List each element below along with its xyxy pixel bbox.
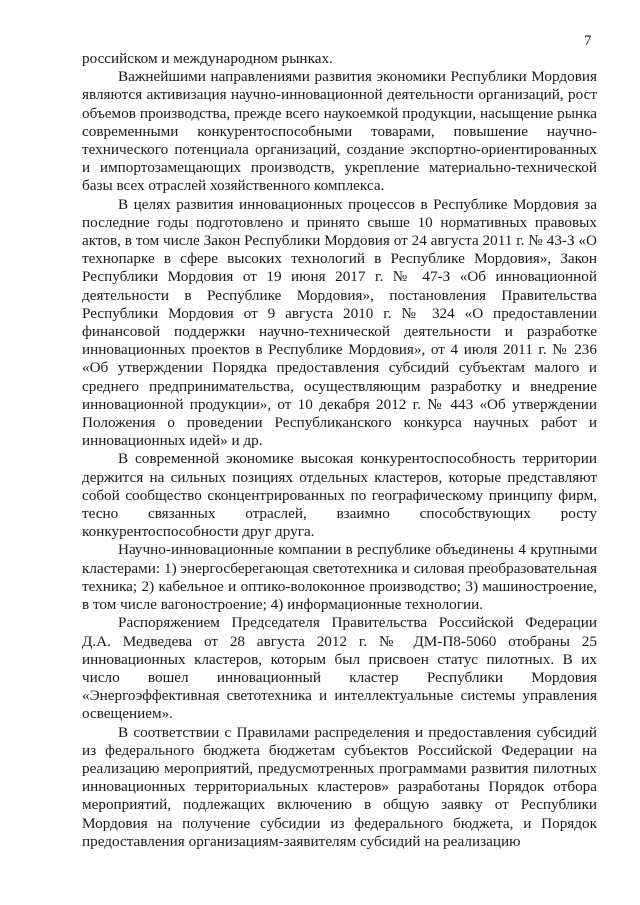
paragraph-four-clusters: Научно-инновационные компании в республике объединены 4 крупными кластерами: 1) энергосберегающая светотехника и силовая преобразовательная техника; 2) кабельное и оптико-волоконное производство; 3) машиностроение, в том числе вагоностроение; 4) информационные технологии. — [82, 541, 597, 614]
paragraph-economy-directions: Важнейшими направлениями развития экономики Республики Мордовия являются активизация научно-инновационной деятельности организаций, рост объемов производства, прежде всего наукоемкой продукции, насыщение рынка современными конкурентоспособными товарами, повышение научно-технического потенциала организаций, создание экспортно-ориентированных и импортозамещающих производств, укрепление материально-технической базы всех отраслей хозяйственного комплекса. — [82, 68, 597, 195]
page-number: 7 — [584, 33, 592, 49]
paragraph-legal-acts: В целях развития инновационных процессов в Республике Мордовия за последние годы подготовлено и принято свыше 10 нормативных правовых актов, в том числе Закон Республики Мордовия от 24 августа 2011 г. № 43-З «О технопарке в сфере высоких технологий в Республике Мордовия», Закон Республики Мордовия от 19 июня 2017 г. № 47-З «Об инновационной деятельности в Республике Мордовия», постановления Правительства Республики Мордовия от 9 августа 2010 г. № 324 «О предоставлении финансовой поддержки научно-технической деятельности и разработке инновационных проектов в Республике Мордовия», от 4 июля 2011 г. № 236 «Об утверждении Порядка предоставления субсидий субъектам малого и среднего предпринимательства, осуществляющим разработку и внедрение инновационной продукции», от 10 декабря 2012 г. № 443 «Об утверждении Положения о проведении Республиканского конкурса научных работ и инновационных идей» и др. — [82, 195, 597, 450]
paragraph-continuation: российском и международном рынках. — [82, 50, 333, 67]
document-body — [82, 50, 597, 851]
paragraph-clusters-competitiveness: В современной экономике высокая конкурентоспособность территории держится на сильных позициях отдельных кластеров, которые представляют собой сообщество сконцентрированных по географическому принципу фирм, тесно связанных отраслей, взаимно способствующих росту конкурентоспособности друг друга. — [82, 450, 597, 541]
paragraph-pilot-clusters: Распоряжением Председателя Правительства Российской Федерации Д.А. Медведева от 28 августа 2012 г. № ДМ-П8-5060 отобраны 25 инновационных кластеров, которым был присвоен статус пилотных. В их число вошел инновационный кластер Республики Мордовия «Энергоэффективная светотехника и интеллектуальные системы управления освещением». — [82, 614, 597, 723]
paragraph-subsidy-rules: В соответствии с Правилами распределения и предоставления субсидий из федерального бюджета бюджетам субъектов Российской Федерации на реализацию мероприятий, предусмотренных программами развития пилотных инновационных территориальных кластеров» разработаны Порядок отбора мероприятий, подлежащих включению в общую заявку от Республики Мордовия на получение субсидии из федерального бюджета, и Порядок предоставления организациям-заявителям субсидий на реализацию — [82, 723, 597, 850]
